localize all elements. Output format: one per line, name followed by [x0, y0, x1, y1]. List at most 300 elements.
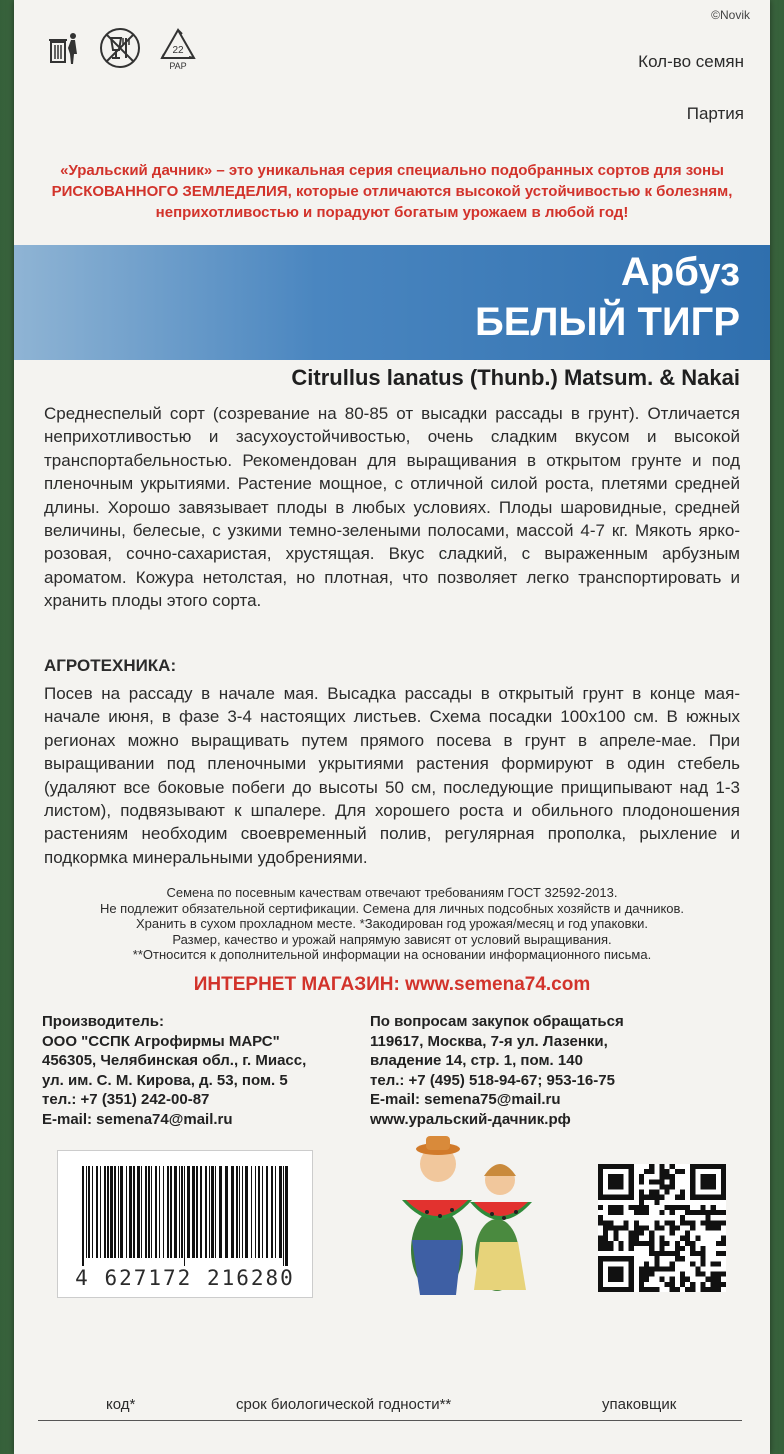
qr-module [618, 1210, 623, 1215]
qr-module [665, 1190, 670, 1195]
qr-module [716, 1261, 721, 1266]
qr-module [639, 1210, 644, 1215]
qr-module [644, 1266, 649, 1271]
qr-module [629, 1246, 634, 1251]
barcode-bar [239, 1166, 240, 1258]
qr-module [670, 1287, 675, 1292]
qr-module [675, 1251, 680, 1256]
qr-module [690, 1220, 695, 1225]
qr-module [690, 1210, 695, 1215]
qr-module [685, 1231, 690, 1236]
qr-module [665, 1266, 670, 1271]
barcode-bar [181, 1166, 183, 1258]
barcode-bar [271, 1166, 273, 1258]
purchasing-line: www.уральский-дачник.рф [370, 1110, 571, 1128]
qr-module [598, 1236, 603, 1241]
barcode-bar [200, 1166, 202, 1258]
intro-part1: «Уральский дачник» – это уникальная серия специально подобранных сортов для зоны [60, 162, 724, 179]
qr-module [639, 1179, 644, 1184]
qr-module [649, 1231, 654, 1236]
qr-module [634, 1225, 639, 1230]
barcode-bar [245, 1166, 248, 1258]
qr-module [680, 1246, 685, 1251]
qr-module [659, 1225, 664, 1230]
barcode-bar [266, 1166, 268, 1258]
qr-module [649, 1164, 654, 1169]
qr-module [639, 1205, 644, 1210]
qr-module [675, 1205, 680, 1210]
qr-module [639, 1282, 644, 1287]
qr-module [700, 1210, 705, 1215]
barcode-bar [184, 1166, 185, 1266]
qr-module [721, 1220, 726, 1225]
qr-module [634, 1210, 639, 1215]
barcode-bar [192, 1166, 195, 1258]
qr-module [716, 1210, 721, 1215]
qr-module [603, 1246, 608, 1251]
qr-module [639, 1272, 644, 1277]
qr-module [721, 1241, 726, 1246]
qr-module [659, 1251, 664, 1256]
qr-module [711, 1282, 716, 1287]
qr-module [618, 1225, 623, 1230]
fine-line: Не подлежит обязательной сертификации. Семена для личных подсобных хозяйств и дачников. [99, 900, 685, 916]
qr-module [665, 1205, 670, 1210]
purchasing-line: тел.: +7 (495) 518-94-67; 953-16-75 [370, 1071, 615, 1089]
recycle-icon [156, 26, 200, 70]
qr-module [654, 1225, 659, 1230]
qr-module [639, 1277, 644, 1282]
qr-module [670, 1205, 675, 1210]
fine-line: Хранить в сухом прохладном месте. *Закодирован год урожая/месяц и год упаковки. [135, 916, 649, 931]
packer-label: упаковщик [602, 1396, 677, 1413]
qr-module [670, 1164, 675, 1169]
fine-line: Размер, качество и урожай напрямую зависят от условий выращивания. [172, 931, 612, 947]
qr-module [700, 1205, 705, 1210]
qr-module [649, 1169, 654, 1174]
barcode-bar [285, 1166, 288, 1266]
qr-module [603, 1241, 608, 1246]
qr-module [700, 1220, 705, 1225]
seeds-count-label: Кол-во семян [638, 52, 744, 71]
recycle-text: PAP [169, 61, 187, 70]
qr-module [598, 1246, 603, 1251]
qr-module [649, 1266, 654, 1271]
qr-module [608, 1210, 613, 1215]
qr-module [700, 1246, 705, 1251]
qr-module [608, 1205, 613, 1210]
qr-module [706, 1210, 711, 1215]
qr-module [598, 1205, 603, 1210]
qr-module [659, 1266, 664, 1271]
product-name: БЕЛЫЙ ТИГР [474, 300, 740, 344]
qr-module [598, 1220, 603, 1225]
qr-module [608, 1220, 613, 1225]
barcode-bar [92, 1166, 93, 1258]
qr-module [624, 1225, 629, 1230]
qr-module [706, 1287, 711, 1292]
barcode-bar [219, 1166, 222, 1258]
qr-module [608, 1246, 613, 1251]
qr-module [685, 1205, 690, 1210]
barcode-bar [167, 1166, 169, 1258]
qr-module [639, 1231, 644, 1236]
qr-module [639, 1174, 644, 1179]
qr-module [690, 1225, 695, 1230]
copyright: ©Novik [711, 8, 750, 22]
qr-module [690, 1287, 695, 1292]
qr-module [659, 1169, 664, 1174]
qr-module [690, 1241, 695, 1246]
barcode-bar [120, 1166, 123, 1258]
barcode-bar [179, 1166, 180, 1258]
qr-module [670, 1225, 675, 1230]
qr-module [680, 1169, 685, 1174]
qr-module [716, 1282, 721, 1287]
qr-module [700, 1272, 705, 1277]
barcode-bar [174, 1166, 177, 1258]
qr-module [711, 1277, 716, 1282]
qr-module [639, 1225, 644, 1230]
barcode-bar [236, 1166, 238, 1258]
barcode-bar [242, 1166, 243, 1258]
qr-module [680, 1272, 685, 1277]
qr-module [603, 1220, 608, 1225]
manufacturer-line: ООО "ССПК Агрофирмы МАРС" [42, 1032, 280, 1050]
qr-module [659, 1179, 664, 1184]
qr-module [649, 1236, 654, 1241]
barcode-bar [196, 1166, 198, 1258]
fine-line: Семена по посевным качествам отвечают требованиям ГОСТ 32592-2013. [166, 885, 618, 900]
qr-module [690, 1246, 695, 1251]
qr-module [706, 1220, 711, 1225]
qr-module [670, 1210, 675, 1215]
qr-module [654, 1200, 659, 1205]
barcode-bar [107, 1166, 109, 1258]
qr-module [670, 1282, 675, 1287]
qr-module [695, 1251, 700, 1256]
qr-module [721, 1251, 726, 1256]
purchasing-line: владение 14, стр. 1, пом. 140 [370, 1052, 583, 1069]
barcode-bars [82, 1166, 288, 1266]
latin-name: Citrullus lanatus (Thunb.) Matsum. & Nakai [291, 365, 740, 390]
fine-print [34, 885, 750, 963]
qr-module [649, 1287, 654, 1292]
qr-module [649, 1272, 654, 1277]
qr-module [711, 1220, 716, 1225]
barcode-bar [205, 1166, 207, 1258]
qr-module [700, 1174, 715, 1189]
no-glass-fork-icon [98, 26, 142, 70]
qr-module [685, 1220, 690, 1225]
qr-module [654, 1179, 659, 1184]
qr-module [680, 1215, 685, 1220]
qr-module [700, 1261, 705, 1266]
qr-module [680, 1277, 685, 1282]
qr-module [690, 1282, 695, 1287]
barcode-bar [275, 1166, 276, 1258]
qr-module [711, 1205, 716, 1210]
qr-module [721, 1272, 726, 1277]
shelf-life-label: срок биологической годности** [236, 1396, 452, 1413]
qr-module [700, 1251, 705, 1256]
qr-module [706, 1277, 711, 1282]
barcode-bar [163, 1166, 164, 1258]
qr-module [598, 1241, 603, 1246]
barcode-bar [82, 1166, 84, 1266]
qr-module [716, 1225, 721, 1230]
qr-module [629, 1205, 634, 1210]
barcode-number: 4 627172 216280 [75, 1266, 295, 1290]
qr-module [680, 1190, 685, 1195]
qr-module [716, 1220, 721, 1225]
qr-module [659, 1210, 664, 1215]
barcode-bar [258, 1166, 260, 1258]
qr-module [700, 1282, 705, 1287]
manufacturer-line: E-mail: semena74@mail.ru [42, 1110, 233, 1128]
qr-module [634, 1220, 639, 1225]
qr-module [659, 1164, 664, 1169]
qr-module [675, 1287, 680, 1292]
pictograms [40, 26, 200, 70]
qr-module [711, 1225, 716, 1230]
qr-module [644, 1195, 649, 1200]
qr-module [711, 1261, 716, 1266]
barcode-bar [141, 1166, 142, 1258]
qr-module [675, 1169, 680, 1174]
qr-module [716, 1251, 721, 1256]
qr-module [695, 1236, 700, 1241]
manufacturer-line: 456305, Челябинская обл., г. Миасс, [42, 1052, 307, 1069]
qr-module [644, 1210, 649, 1215]
qr-module [608, 1266, 623, 1281]
agrotech-text: Посев на рассаду в начале мая. Высадка рассады в открытый грунт в конце мая-начале июня, в фазе 3-4 настоящих листьев. Схема посадки 100х100 см. В южных регионах можно выращивать путем прямого посева в грунт в апреле-мае. При выращивании под пленочными укрытиями растения формируют в один стебель (удаляют все боковые побеги до высоты 50 см, последующие прищипывают над 1-3 листом), подвязывают к шпалере. Для хорошего роста и обильного плодоношения растениям необходим своевременный полив, регулярная прополка, рыхление и подкормка минеральными удобрениями. [44, 684, 740, 867]
qr-module [634, 1231, 639, 1236]
qr-module [654, 1266, 659, 1271]
barcode-bar [231, 1166, 234, 1258]
qr-module [665, 1169, 670, 1174]
qr-module [716, 1241, 721, 1246]
qr-module [665, 1174, 670, 1179]
qr-module [603, 1236, 608, 1241]
qr-module [654, 1287, 659, 1292]
qr-module [670, 1231, 675, 1236]
qr-module [659, 1241, 664, 1246]
barcode-bar [225, 1166, 228, 1258]
qr-module [700, 1256, 705, 1261]
barcode-bar [104, 1166, 106, 1258]
qr-module [644, 1272, 649, 1277]
qr-module [680, 1236, 685, 1241]
qr-module [603, 1231, 608, 1236]
barcode-bar [170, 1166, 172, 1258]
barcode-bar [126, 1166, 127, 1258]
qr-module [644, 1225, 649, 1230]
barcode-bar [88, 1166, 90, 1258]
qr-module [665, 1184, 670, 1189]
qr-module [629, 1241, 634, 1246]
qr-module [675, 1195, 680, 1200]
qr-module [711, 1272, 716, 1277]
qr-module [670, 1261, 675, 1266]
qr-module [654, 1251, 659, 1256]
qr-module [649, 1195, 654, 1200]
qr-module [644, 1241, 649, 1246]
qr-module [613, 1210, 618, 1215]
qr-module [685, 1236, 690, 1241]
barcode-bar [209, 1166, 210, 1258]
qr-module [665, 1241, 670, 1246]
qr-module [690, 1251, 695, 1256]
barcode-bar [100, 1166, 101, 1258]
barcode-bar [279, 1166, 282, 1258]
barcode-bar [283, 1166, 284, 1266]
qr-module [675, 1241, 680, 1246]
qr-module [665, 1251, 670, 1256]
qr-module [639, 1241, 644, 1246]
barcode-bar [137, 1166, 140, 1258]
qr-module [670, 1179, 675, 1184]
manufacturer-line: Производитель: [42, 1013, 164, 1030]
barcode-bar [96, 1166, 98, 1258]
qr-module [680, 1195, 685, 1200]
qr-module [649, 1190, 654, 1195]
intro-strong: РИСКОВАННОГО ЗЕМЛЕДЕЛИЯ [51, 183, 288, 200]
qr-module [624, 1220, 629, 1225]
qr-module [680, 1220, 685, 1225]
qr-module [695, 1210, 700, 1215]
qr-module [654, 1220, 659, 1225]
purchasing-line: По вопросам закупок обращаться [370, 1013, 624, 1030]
qr-module [618, 1241, 623, 1246]
qr-module [670, 1266, 675, 1271]
seed-packet-back [14, 0, 770, 1454]
batch-label: Партия [686, 104, 744, 123]
barcode-bar [151, 1166, 152, 1258]
recycle-code: 22 [172, 45, 184, 56]
qr-module [700, 1287, 705, 1292]
variety-description: Среднеспелый сорт (созревание на 80-85 от высадки рассады в грунт). Отличается неприхотливостью и засухоустойчивостью, очень сладким вкусом и высокой транспортабельностью. Рекомендован для выращивания в открытом грунте и под пленочным укрытиями. Растение мощное, с отличной силой роста, плетями средней длины. Хорошо завязывает плоды в любых условиях. Плоды шаровидные, средней величины, белесые, с узкими темно-зелеными полосами, массой 4-7 кг. Мякоть ярко-розовая, сочно-сахаристая, хрустящая. Вкус сладкий, с выраженным арбузным ароматом. Кожура нетолстая, но плотная, что позволяет легко транспортировать и хранить плоды этого сорта. [44, 404, 740, 611]
qr-module [613, 1236, 618, 1241]
purchasing-block [370, 1012, 624, 1129]
manufacturer-block [42, 1012, 306, 1129]
qr-module [639, 1200, 644, 1205]
qr-module [654, 1256, 659, 1261]
qr-module [639, 1266, 644, 1271]
qr-module [695, 1266, 700, 1271]
barcode-bar [86, 1166, 87, 1258]
barcode-bar [255, 1166, 256, 1258]
barcode-bar [145, 1166, 147, 1258]
qr-module [670, 1184, 675, 1189]
qr-module [659, 1174, 664, 1179]
qr-module [654, 1190, 659, 1195]
qr-module [613, 1225, 618, 1230]
purchasing-line: 119617, Москва, 7-я ул. Лазенки, [370, 1032, 608, 1050]
barcode-bar [133, 1166, 135, 1258]
online-shop: ИНТЕРНЕТ МАГАЗИН: www.semena74.com [193, 974, 591, 995]
qr-module [685, 1287, 690, 1292]
fine-line: **Относится к дополнительной информации на основании информационного письма. [132, 947, 652, 962]
qr-module [608, 1225, 613, 1230]
barcode-bar [110, 1166, 113, 1258]
qr-module [649, 1179, 654, 1184]
product-type: Арбуз [620, 250, 740, 294]
barcode-bar [155, 1166, 157, 1258]
qr-module [695, 1272, 700, 1277]
barcode-bar [215, 1166, 216, 1258]
intro-part2: , которые отличаются высокой устойчивостью к болезням, неприхотливостью и порадуют богатым урожаем в любой год! [155, 183, 733, 221]
qr-module [603, 1225, 608, 1230]
manufacturer-line: ул. им. С. М. Кирова, д. 53, пом. 5 [42, 1071, 288, 1089]
barcode-bar [251, 1166, 252, 1258]
qr-module [670, 1220, 675, 1225]
qr-module [680, 1282, 685, 1287]
qr-module [716, 1277, 721, 1282]
qr-module [685, 1210, 690, 1215]
qr-module [608, 1241, 613, 1246]
qr-module [711, 1210, 716, 1215]
qr-code [598, 1164, 726, 1292]
qr-module [670, 1277, 675, 1282]
qr-module [690, 1261, 695, 1266]
qr-module [711, 1287, 716, 1292]
qr-module [634, 1236, 639, 1241]
qr-module [649, 1241, 654, 1246]
barcode-bar [129, 1166, 132, 1258]
qr-module [716, 1272, 721, 1277]
qr-module [649, 1246, 654, 1251]
qr-module [618, 1246, 623, 1251]
qr-module [644, 1277, 649, 1282]
qr-module [654, 1195, 659, 1200]
qr-module [639, 1190, 644, 1195]
qr-module [675, 1256, 680, 1261]
barcode-bar [211, 1166, 214, 1258]
qr-module [598, 1215, 603, 1220]
qr-module [680, 1256, 685, 1261]
qr-module [639, 1195, 644, 1200]
qr-module [675, 1246, 680, 1251]
qr-module [659, 1184, 664, 1189]
qr-module [634, 1241, 639, 1246]
qr-module [716, 1287, 721, 1292]
qr-module [629, 1231, 634, 1236]
qr-module [670, 1251, 675, 1256]
qr-module [644, 1205, 649, 1210]
qr-module [618, 1205, 623, 1210]
barcode-bar [114, 1166, 116, 1258]
qr-module [721, 1282, 726, 1287]
footer-divider [38, 1420, 742, 1421]
qr-module [675, 1225, 680, 1230]
qr-module [685, 1241, 690, 1246]
qr-module [685, 1277, 690, 1282]
barcode-bar [118, 1166, 119, 1258]
purchasing-line: E-mail: semena75@mail.ru [370, 1091, 561, 1108]
qr-module [639, 1287, 644, 1292]
agrotech-heading: АГРОТЕХНИКА: [44, 656, 177, 675]
qr-module [665, 1282, 670, 1287]
series-intro [34, 160, 750, 223]
qr-module [654, 1261, 659, 1266]
qr-module [659, 1236, 664, 1241]
manufacturer-line: тел.: +7 (351) 242-00-87 [42, 1091, 210, 1108]
qr-module [634, 1205, 639, 1210]
qr-module [649, 1251, 654, 1256]
barcode-bar [159, 1166, 160, 1258]
barcode-bar [187, 1166, 190, 1258]
